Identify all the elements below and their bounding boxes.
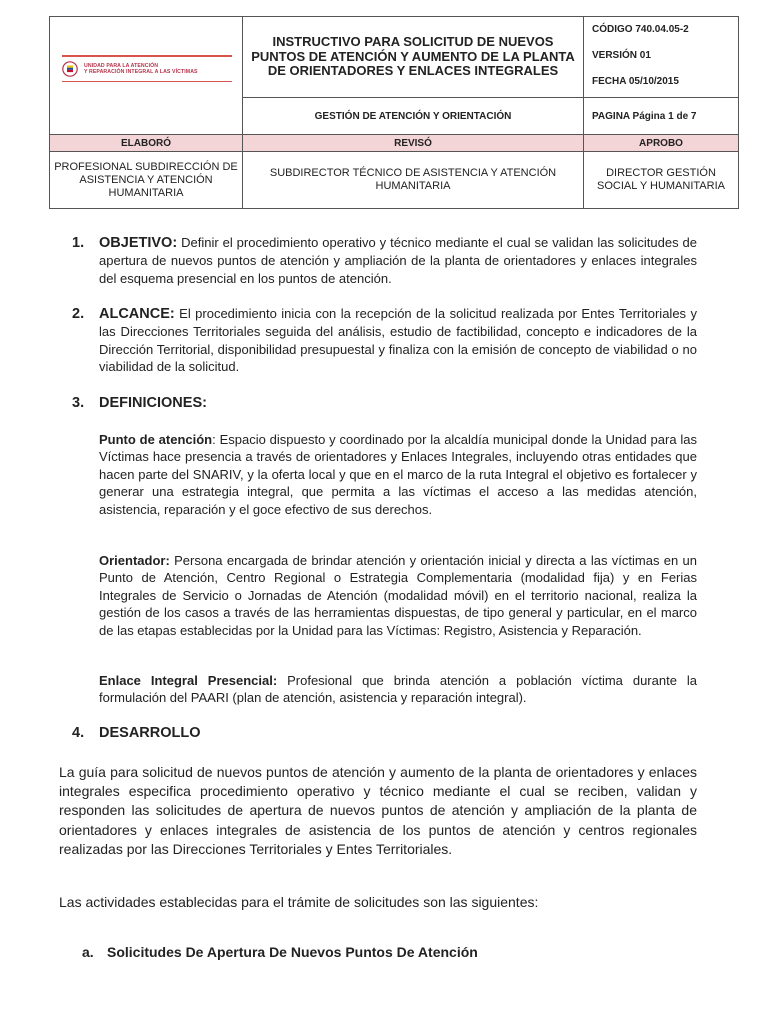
section-number: 1. — [72, 235, 85, 251]
definition-term: Punto de atención — [99, 432, 213, 447]
document-meta — [584, 17, 739, 98]
section-title: DESARROLLO — [99, 725, 201, 741]
section-title: ALCANCE: — [99, 306, 175, 322]
name-elaboro: PROFESIONAL SUBDIRECCIÓN DE ASISTENCIA Y ATENCIÓN HUMANITARIA — [50, 152, 243, 209]
section-number: 4. — [72, 725, 85, 741]
definition-text: : Espacio dispuesto y coordinado por la alcaldía municipal donde la Unidad para las Víctimas hace presencia a través de orientadores y Enlaces Integrales, incluyendo otras entidades que hacen parte del SNARIV, y la oferta local y que en el marco de la ruta Integral el objetivo es fortalecer y generar una estrategia integral, que permita a las víctimas el acceso a las medidas atención, asistencia, reparación y el goce efectivo de sus derechos. — [99, 432, 698, 517]
section-title: DEFINICIONES: — [99, 395, 207, 411]
logo-text-line1: UNIDAD PARA LA ATENCIÓN — [84, 62, 159, 69]
role-aprobo: APROBO — [584, 135, 739, 152]
section-objetivo — [72, 234, 697, 287]
role-reviso: REVISÓ — [243, 135, 584, 152]
section-number: 2. — [72, 306, 85, 322]
document-subtitle: GESTIÓN DE ATENCIÓN Y ORIENTACIÓN — [243, 98, 584, 135]
colombia-seal-icon — [62, 61, 78, 77]
section-text: Definir el procedimiento operativo y técnico mediante el cual se validan las solicitudes de apertura de nuevos puntos de atención y ampliación de la planta de orientadores y enlaces integrales del esquema presencial en los puntos de atención. — [99, 235, 697, 286]
section-number: 3. — [72, 395, 85, 411]
definition-term: Enlace Integral Presencial: — [99, 673, 278, 688]
document-header-table — [49, 16, 739, 209]
desarrollo-paragraph: La guía para solicitud de nuevos puntos de atención y aumento de la planta de orientadores y enlaces integrales especifica procedimiento operativo y técnico mediante el cual se reciben, validan y responden las solicitudes de apertura de nuevos puntos de atención y ampliación de la planta de orientadores y enlaces integrales de asistencia de los puntos de atención y centros regionales realizadas por las Direcciones Territoriales y Entes Territoriales. — [59, 764, 697, 857]
definition-term: Orientador: — [99, 553, 170, 568]
section-title: OBJETIVO: — [99, 235, 178, 251]
name-reviso: SUBDIRECTOR TÉCNICO DE ASISTENCIA Y ATENCIÓN HUMANITARIA — [243, 152, 584, 209]
section-alcance — [72, 305, 697, 376]
document-title: INSTRUCTIVO PARA SOLICITUD DE NUEVOS PUNTOS DE ATENCIÓN Y AUMENTO DE LA PLANTA DE ORIENTADORES Y ENLACES INTEGRALES — [243, 17, 584, 98]
section-desarrollo-heading — [72, 725, 201, 741]
document-version: VERSIÓN 01 — [592, 50, 651, 61]
definition-text: Profesional que brinda atención a población víctima durante la formulación del PAARI (plan de atención, asistencia y reparación integral). — [99, 673, 697, 706]
definition-enlace-integral — [99, 672, 697, 707]
subsection-a-heading — [82, 944, 478, 960]
definition-punto-atencion — [99, 431, 697, 518]
section-text: El procedimiento inicia con la recepción de la solicitud realizada por Entes Territoriales y las Direcciones Territoriales seguida del análisis, estudio de factibilidad, concepto e indicadores de la Dirección Territorial, disponibilidad presupuestal y finaliza con la emisión de concepto de viabilidad o no viabilidad de la solicitud. — [99, 306, 697, 375]
subsection-title: Solicitudes De Apertura De Nuevos Puntos De Atención — [107, 944, 478, 960]
organization-logo — [62, 55, 232, 82]
subsection-letter: a. — [82, 944, 94, 960]
logo-cell — [50, 17, 243, 135]
definition-orientador — [99, 552, 697, 639]
document-date: FECHA 05/10/2015 — [592, 76, 679, 87]
name-aprobo: DIRECTOR GESTIÓN SOCIAL Y HUMANITARIA — [584, 152, 739, 209]
role-elaboro: ELABORÓ — [50, 135, 243, 152]
definition-text: Persona encargada de brindar atención y orientación inicial y directa a las víctimas en un Punto de Atención, Centro Regional o Estrategia Complementaria (modalidad fija) y en Ferias Integrales de Servicio o Jornadas de Atención (modalidad móvil) en el territorio nacional, realiza la gestión de los casos a través de las herramientas dispuestas, de tipo general y particular, en el marco de las etapas establecidas por la Unidad para las Víctimas: Registro, Asistencia y Reparación. — [99, 553, 697, 638]
desarrollo-activities-intro: Las actividades establecidas para el trámite de solicitudes son las siguientes: — [59, 894, 539, 910]
logo-text-line2: Y REPARACIÓN INTEGRAL A LAS VÍCTIMAS — [84, 69, 198, 75]
section-definiciones-heading — [72, 395, 207, 411]
document-page: PAGINA Página 1 de 7 — [584, 98, 739, 135]
document-code: CÓDIGO 740.04.05-2 — [592, 24, 689, 35]
